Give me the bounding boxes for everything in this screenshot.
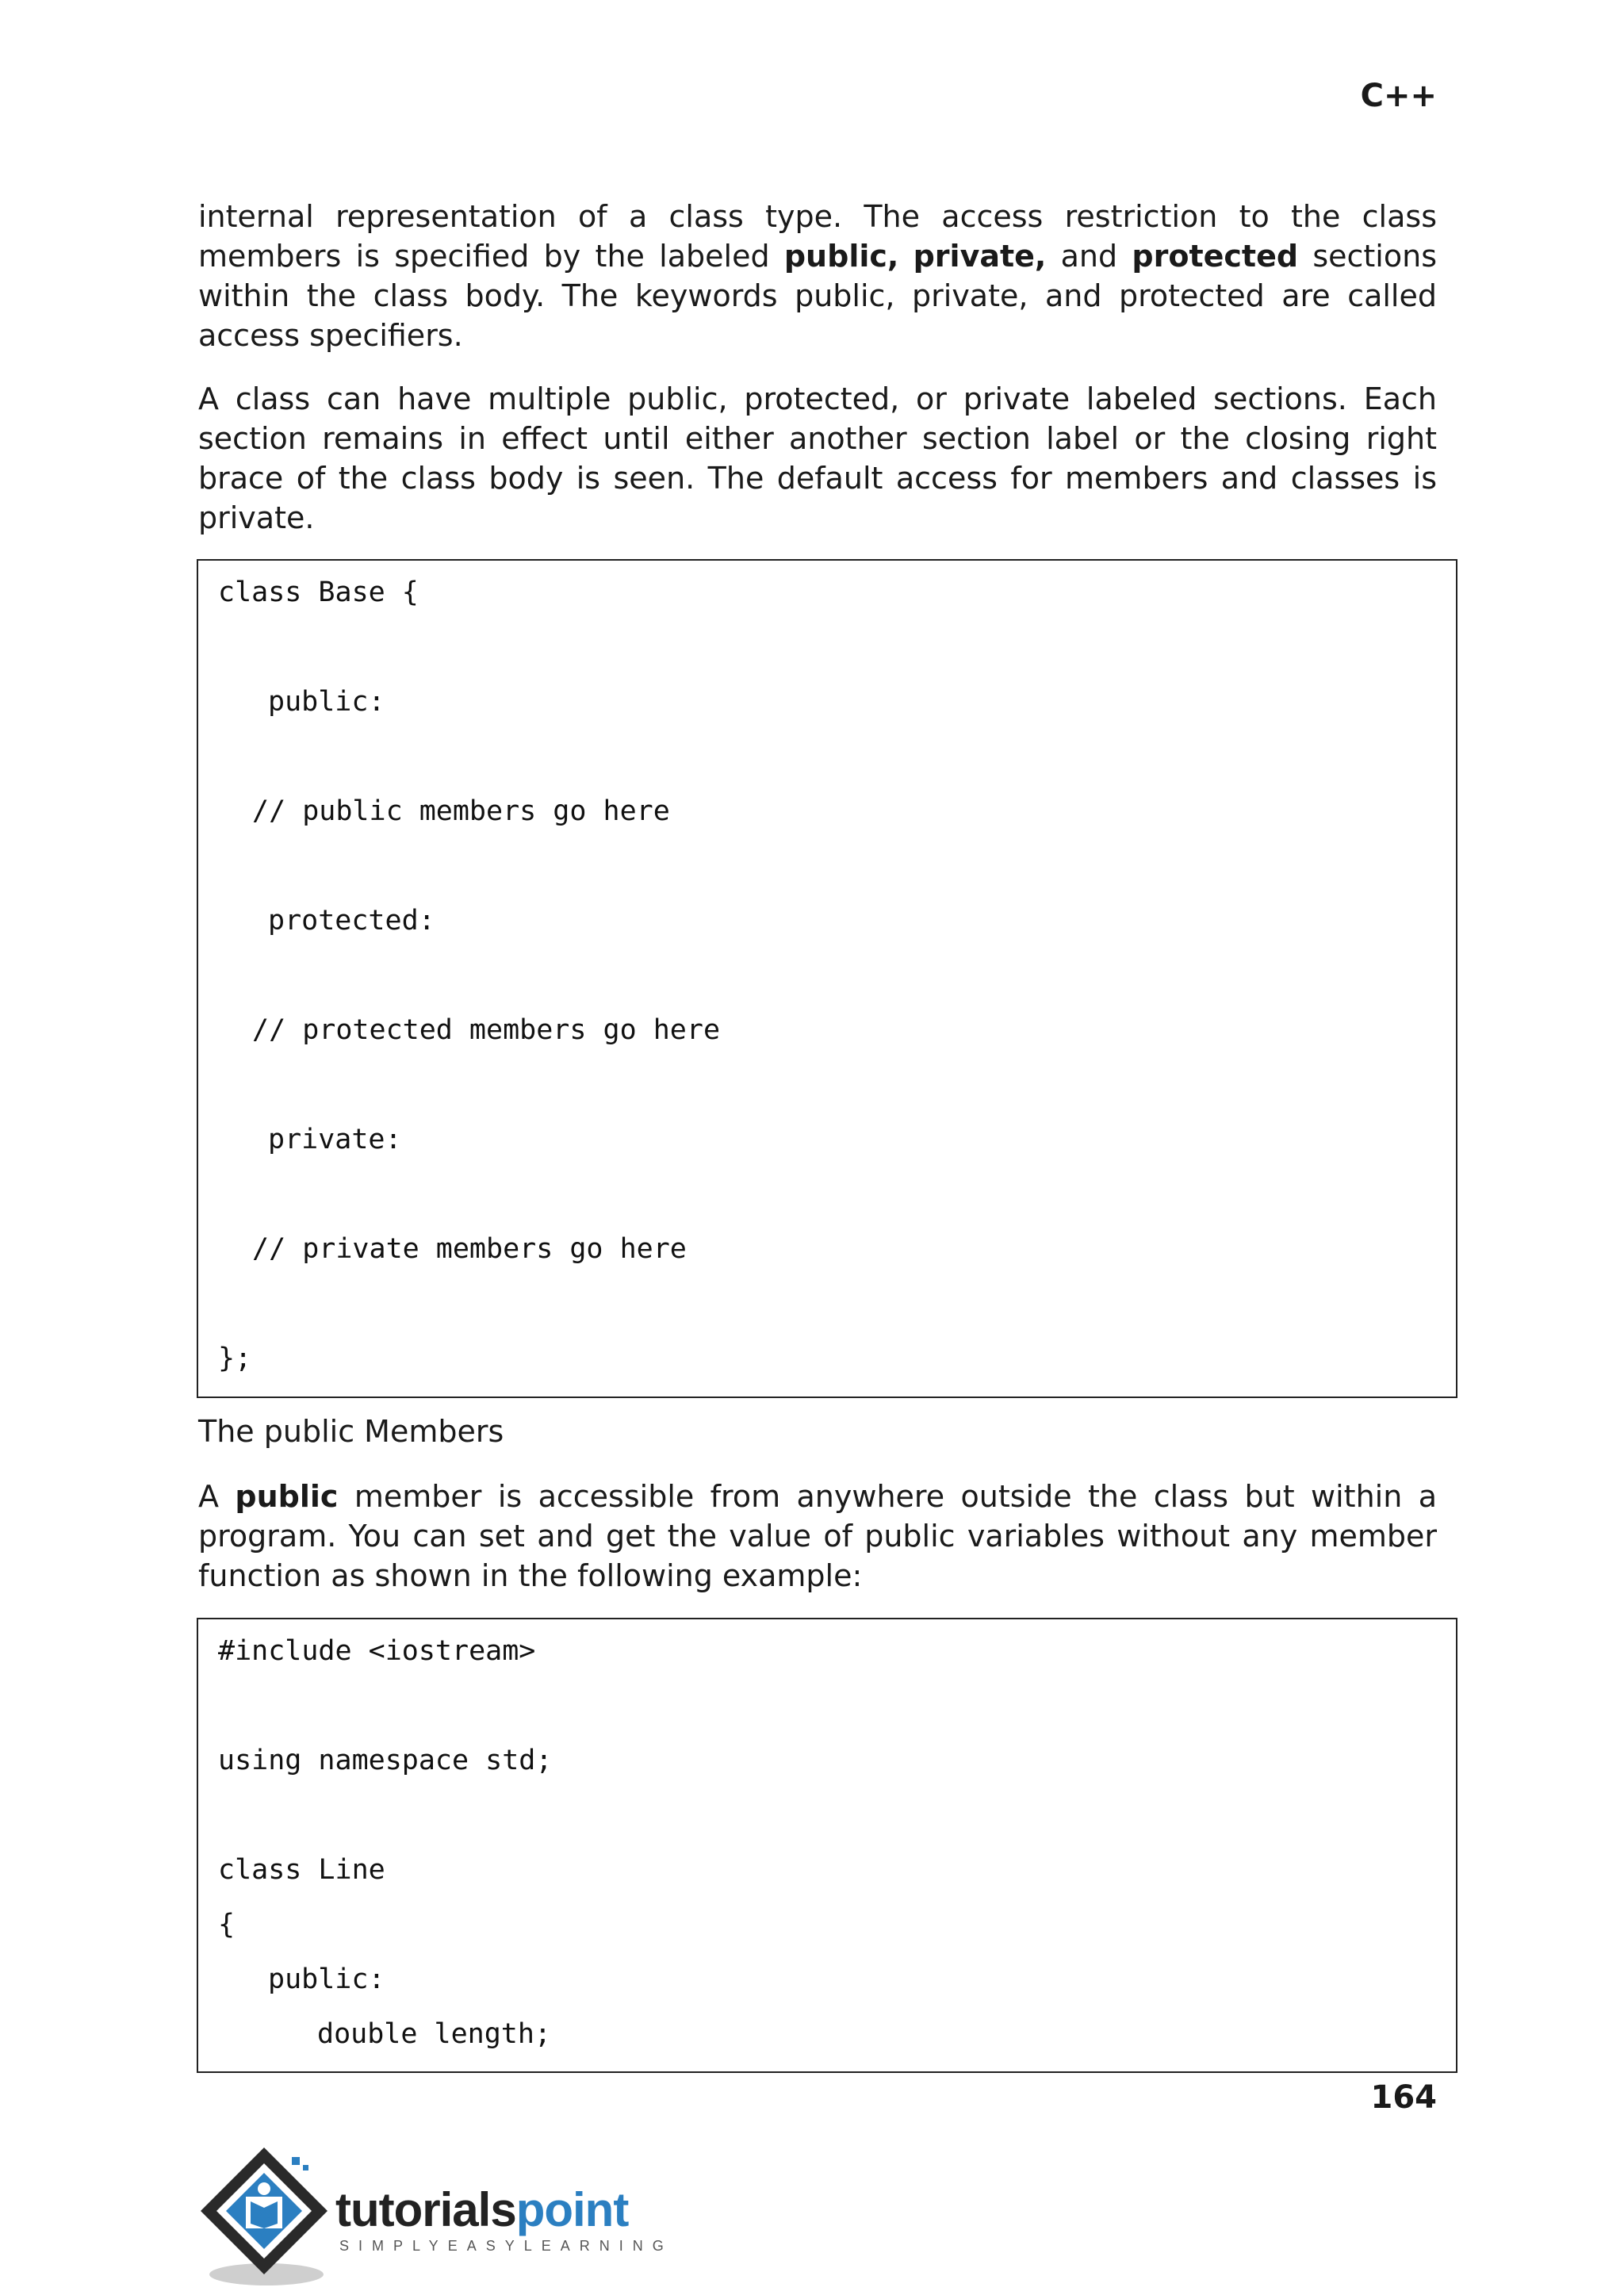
logo-wordmark: [335, 2182, 628, 2237]
logo-tagline: SIMPLYEASYLEARNING: [339, 2238, 673, 2254]
code-line: };: [218, 1343, 252, 1374]
code-block-class-base: [197, 559, 1457, 1398]
code-block-line-class: [197, 1618, 1457, 2073]
text-run: and: [1046, 239, 1132, 274]
code-line: using namespace std;: [218, 1745, 553, 1776]
text-run: sections within the class body. The keywords public, private, and protected are called access specifiers.: [198, 239, 1437, 353]
code-line: class Base {: [218, 577, 419, 608]
text-run: member is accessible from anywhere outside the class but within a program. You can set and get the value of public variables without any member function as shown in the following example:: [198, 1479, 1438, 1593]
section-subheading: The public Members: [198, 1414, 504, 1449]
code-line: {: [218, 1909, 236, 1941]
logo-word-tutorials: tutorials: [335, 2183, 516, 2236]
code-line: // protected members go here: [252, 1014, 721, 1046]
code-line: class Line: [218, 1854, 385, 1886]
paragraph-access-specifiers: [198, 197, 1437, 355]
paragraph-public-members: [198, 1477, 1437, 1596]
code-line: public:: [268, 1964, 385, 1995]
keyword-protected: protected: [1132, 239, 1299, 274]
code-line: public:: [268, 686, 385, 718]
logo-word-point: point: [515, 2183, 629, 2236]
keyword-private: private,: [913, 239, 1047, 274]
code-line: // private members go here: [252, 1233, 687, 1265]
code-line: double length;: [317, 2018, 552, 2050]
tutorialspoint-logo: [197, 2141, 688, 2292]
code-line: // public members go here: [252, 795, 670, 827]
paragraph-labeled-sections: A class can have multiple public, protected, or private labeled sections. Each section remains in effect until either another section label or the closing right brace of the class body is seen. The default access for members and classes is private.: [198, 381, 1437, 535]
running-header-title: C++: [1360, 78, 1437, 114]
text-run: A: [198, 1479, 236, 1514]
code-line: protected:: [268, 905, 435, 937]
keyword-public: public: [235, 1479, 339, 1514]
text-run: [898, 239, 913, 274]
keyword-public: public,: [783, 239, 899, 274]
page-number: 164: [1370, 2079, 1437, 2116]
text-run: internal representation of a class type. The access restriction to the class members is specified by the labeled: [198, 199, 1437, 274]
code-line: #include <iostream>: [218, 1635, 536, 1667]
logo-emblem-icon: [197, 2141, 339, 2292]
code-line: private:: [268, 1124, 402, 1155]
